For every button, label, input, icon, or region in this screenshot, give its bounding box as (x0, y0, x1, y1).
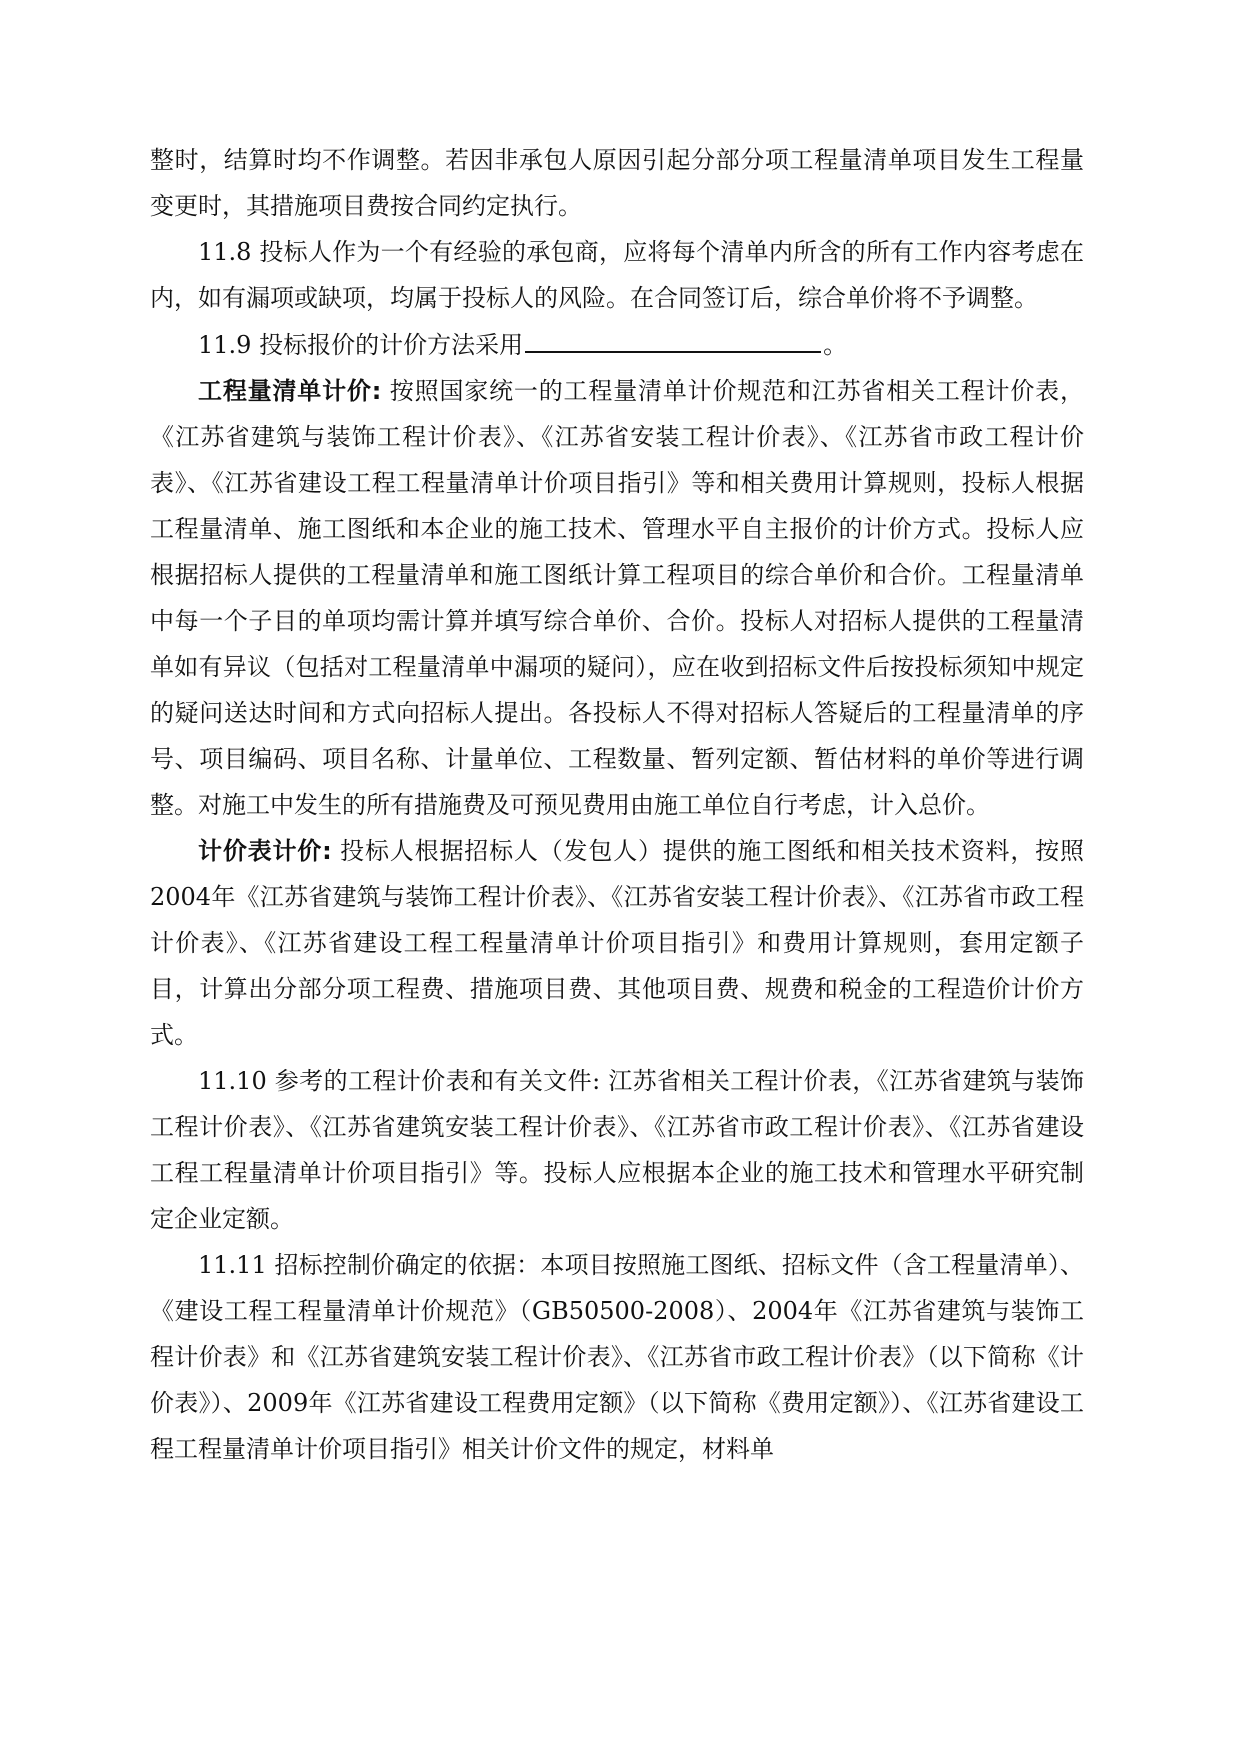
paragraph-bill-of-quantities-pricing (150, 368, 1084, 828)
fill-in-blank (525, 321, 821, 353)
term-text: 投标人根据招标人（发包人）提供的施工图纸和相关技术资料，按照2004年《江苏省建筑与装饰工程计价表》、《江苏省安装工程计价表》、《江苏省市政工程计价表》、《江苏省建设工程工程量清单计价项目指引》和费用计算规则，套用定额子目，计算出分部分项工程费、措施项目费、其他项目费、规费和税金的工程造价计价方式。 (150, 837, 1084, 1049)
paragraph-11-8: 11.8 投标人作为一个有经验的承包商，应将每个清单内所含的所有工作内容考虑在内，如有漏项或缺项，均属于投标人的风险。在合同签订后，综合单价将不予调整。 (150, 238, 1084, 312)
paragraph-11-9-end: 。 (823, 331, 848, 359)
term-label: 工程量清单计价: (198, 377, 382, 405)
document-page (150, 137, 1084, 1472)
paragraph-11-11: 11.11 招标控制价确定的依据：本项目按照施工图纸、招标文件（含工程量清单）、《建设工程工程量清单计价规范》（GB50500-2008）、2004年《江苏省建筑与装饰工程计价表》和《江苏省建筑安装工程计价表》、《江苏省市政工程计价表》（以下简称《计价表》）、2009年《江苏省建设工程费用定额》（以下简称《费用定额》）、《江苏省建设工程工程量清单计价项目指引》相关计价文件的规定，材料单 (150, 1251, 1084, 1463)
paragraph-continuation: 整时，结算时均不作调整。若因非承包人原因引起分部分项工程量清单项目发生工程量变更时，其措施项目费按合同约定执行。 (150, 146, 1084, 220)
paragraph-11-9-text: 11.9 投标报价的计价方法采用 (198, 331, 524, 359)
paragraph-11-10: 11.10 参考的工程计价表和有关文件: 江苏省相关工程计价表，《江苏省建筑与装饰工程计价表》、《江苏省建筑安装工程计价表》、《江苏省市政工程计价表》、《江苏省建设工程工程量清单计价项目指引》等。投标人应根据本企业的施工技术和管理水平研究制定企业定额。 (150, 1067, 1084, 1233)
paragraph-table-pricing (150, 828, 1084, 1058)
term-text: 按照国家统一的工程量清单计价规范和江苏省相关工程计价表，《江苏省建筑与装饰工程计价表》、《江苏省安装工程计价表》、《江苏省市政工程计价表》、《江苏省建设工程工程量清单计价项目指引》等和相关费用计算规则，投标人根据工程量清单、施工图纸和本企业的施工技术、管理水平自主报价的计价方式。投标人应根据招标人提供的工程量清单和施工图纸计算工程项目的综合单价和合价。工程量清单中每一个子目的单项均需计算并填写综合单价、合价。投标人对招标人提供的工程量清单如有异议（包括对工程量清单中漏项的疑问），应在收到招标文件后按投标须知中规定的疑问送达时间和方式向招标人提出。各投标人不得对招标人答疑后的工程量清单的序号、项目编码、项目名称、计量单位、工程数量、暂列定额、暂估材料的单价等进行调整。对施工中发生的所有措施费及可预见费用由施工单位自行考虑，计入总价。 (150, 377, 1084, 819)
term-label: 计价表计价: (198, 837, 332, 865)
paragraph-11-9 (150, 321, 1084, 368)
